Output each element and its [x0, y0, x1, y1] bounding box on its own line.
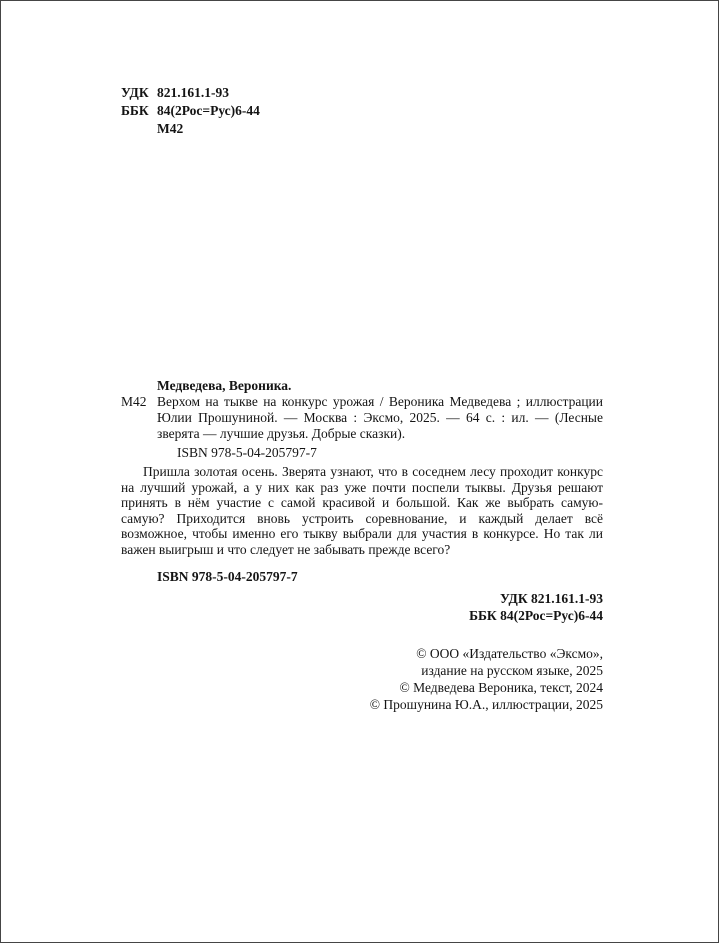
udk-code [121, 84, 260, 102]
bbk-code [121, 102, 260, 120]
copyright-line: © Медведева Вероника, текст, 2024 [399, 680, 603, 695]
margin-author-sign: М42 [121, 394, 147, 409]
udk-value: 821.161.1-93 [157, 85, 229, 100]
author-sign: М42 [157, 121, 184, 136]
copyright-block [121, 645, 603, 713]
copyright-line: издание на русском языке, 2025 [421, 663, 603, 678]
copyright-line: © ООО «Издательство «Эксмо», [416, 646, 603, 661]
catalog-author-heading: Медведева, Вероника. [157, 378, 292, 393]
classification-codes-right [121, 591, 603, 624]
isbn-number: ISBN 978-5-04-205797-7 [177, 445, 317, 460]
bibliographic-description: Верхом на тыкве на конкурс урожая / Вероника Медведева ; иллюстрации Юлии Прошуниной. — Москва : Эксмо, 2025. — 64 с. : ил. — (Лесные зверята — лучшие друзья. Добрые сказки). [157, 394, 603, 441]
isbn-number-bold: ISBN 978-5-04-205797-7 [157, 569, 298, 584]
bbk-value: 84(2Рос=Рус)6-44 [157, 103, 260, 118]
udk-label: УДК [121, 85, 149, 100]
classification-codes [121, 84, 260, 138]
annotation-text: Пришла золотая осень. Зверята узнают, что в соседнем лесу проходит конкурс на лучший урожай, а у них как раз уже почти поспели тыквы. Друзья решают принять в нём участие с самой красивой и большой. Как же выбрать самую-самую? Приходится вновь устроить соревнование, и каждый делает всё возможное, чтобы именно его тыкву выбрали для участия в конкурсе. Но так ли важен выигрыш и что следует не забывать прежде всего? [121, 464, 603, 557]
udk-code-right: УДК 821.161.1-93 [500, 591, 603, 606]
copyright-line: © Прошунина Ю.А., иллюстрации, 2025 [369, 697, 603, 712]
bbk-code-right: ББК 84(2Рос=Рус)6-44 [469, 607, 603, 623]
catalog-card [121, 378, 603, 585]
bibliographic-entry [121, 394, 603, 442]
bbk-label: ББК [121, 103, 149, 118]
